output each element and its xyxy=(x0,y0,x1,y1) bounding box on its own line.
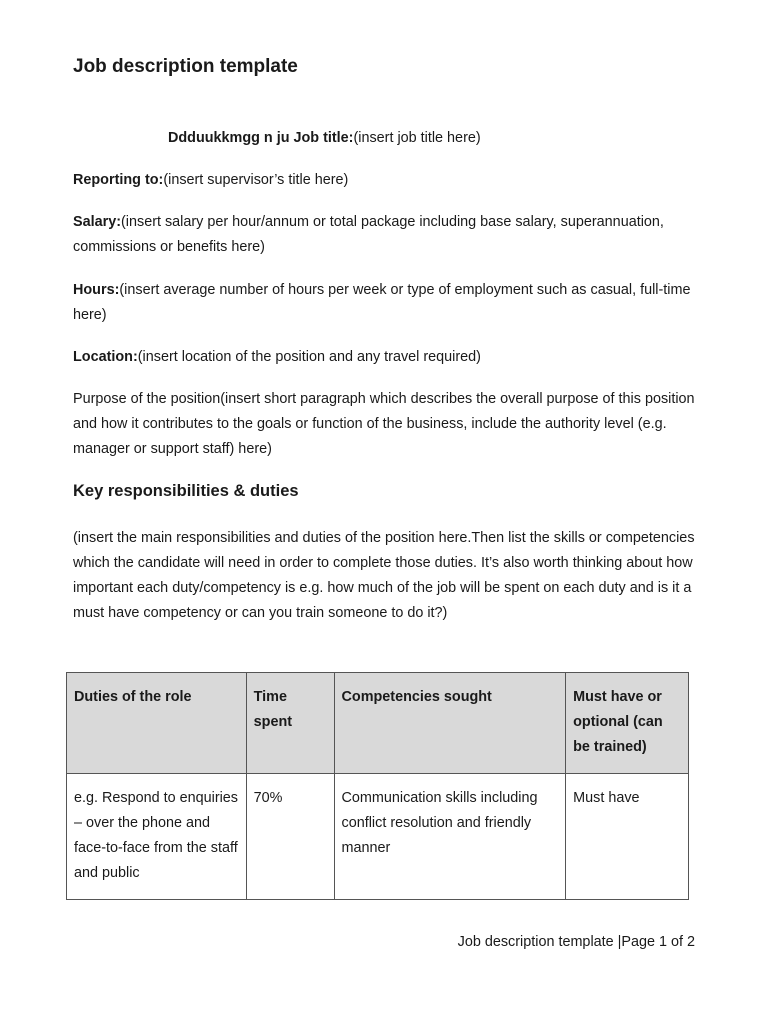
salary-value: (insert salary per hour/annum or total package including base salary, superannuation, commissions or benefits here) xyxy=(73,214,664,255)
cell-duty: e.g. Respond to enquiries – over the phone and face-to-face from the staff and public xyxy=(67,774,247,900)
responsibilities-heading: Key responsibilities & duties xyxy=(73,482,299,500)
hours-value: (insert average number of hours per week or type of employment such as casual, full-time here) xyxy=(73,282,691,323)
salary-field xyxy=(73,210,698,260)
duties-table xyxy=(66,672,689,900)
header-must-have: Must have or optional (can be trained) xyxy=(566,673,689,774)
header-time-spent: Time spent xyxy=(246,673,334,774)
hours-label: Hours: xyxy=(73,282,120,298)
job-title-value: (insert job title here) xyxy=(353,130,481,146)
table-row xyxy=(67,774,689,900)
reporting-to-value: (insert supervisor’s title here) xyxy=(163,172,349,188)
job-title-field xyxy=(168,126,698,151)
salary-label: Salary: xyxy=(73,214,121,230)
location-field xyxy=(73,345,698,370)
cell-competency: Communication skills including conflict resolution and friendly manner xyxy=(334,774,566,900)
cell-must-have: Must have xyxy=(566,774,689,900)
page-footer: Job description template |Page 1 of 2 xyxy=(457,934,695,950)
reporting-to-label: Reporting to: xyxy=(73,172,164,188)
location-label: Location: xyxy=(73,349,138,365)
location-value: (insert location of the position and any travel required) xyxy=(137,349,481,365)
hours-field xyxy=(73,278,698,328)
table-header-row xyxy=(67,673,689,774)
header-duties: Duties of the role xyxy=(67,673,247,774)
responsibilities-paragraph: (insert the main responsibilities and duties of the position here.Then list the skills or competencies which the candidate will need in order to complete those duties. It’s also worth thinking about how important each duty/competency is e.g. how much of the job will be spent on each duty and is it a must have competency or can you train someone to do it?) xyxy=(73,530,695,621)
reporting-to-field xyxy=(73,168,698,193)
job-title-label: Ddduukkmgg n ju Job title: xyxy=(168,130,354,146)
document-title: Job description template xyxy=(73,56,298,77)
cell-time-spent: 70% xyxy=(246,774,334,900)
header-competencies: Competencies sought xyxy=(334,673,566,774)
purpose-paragraph: Purpose of the position(insert short paragraph which describes the overall purpose of this position and how it contributes to the goals or function of the business, include the authority level (e.g. manager or support staff) here) xyxy=(73,391,695,457)
